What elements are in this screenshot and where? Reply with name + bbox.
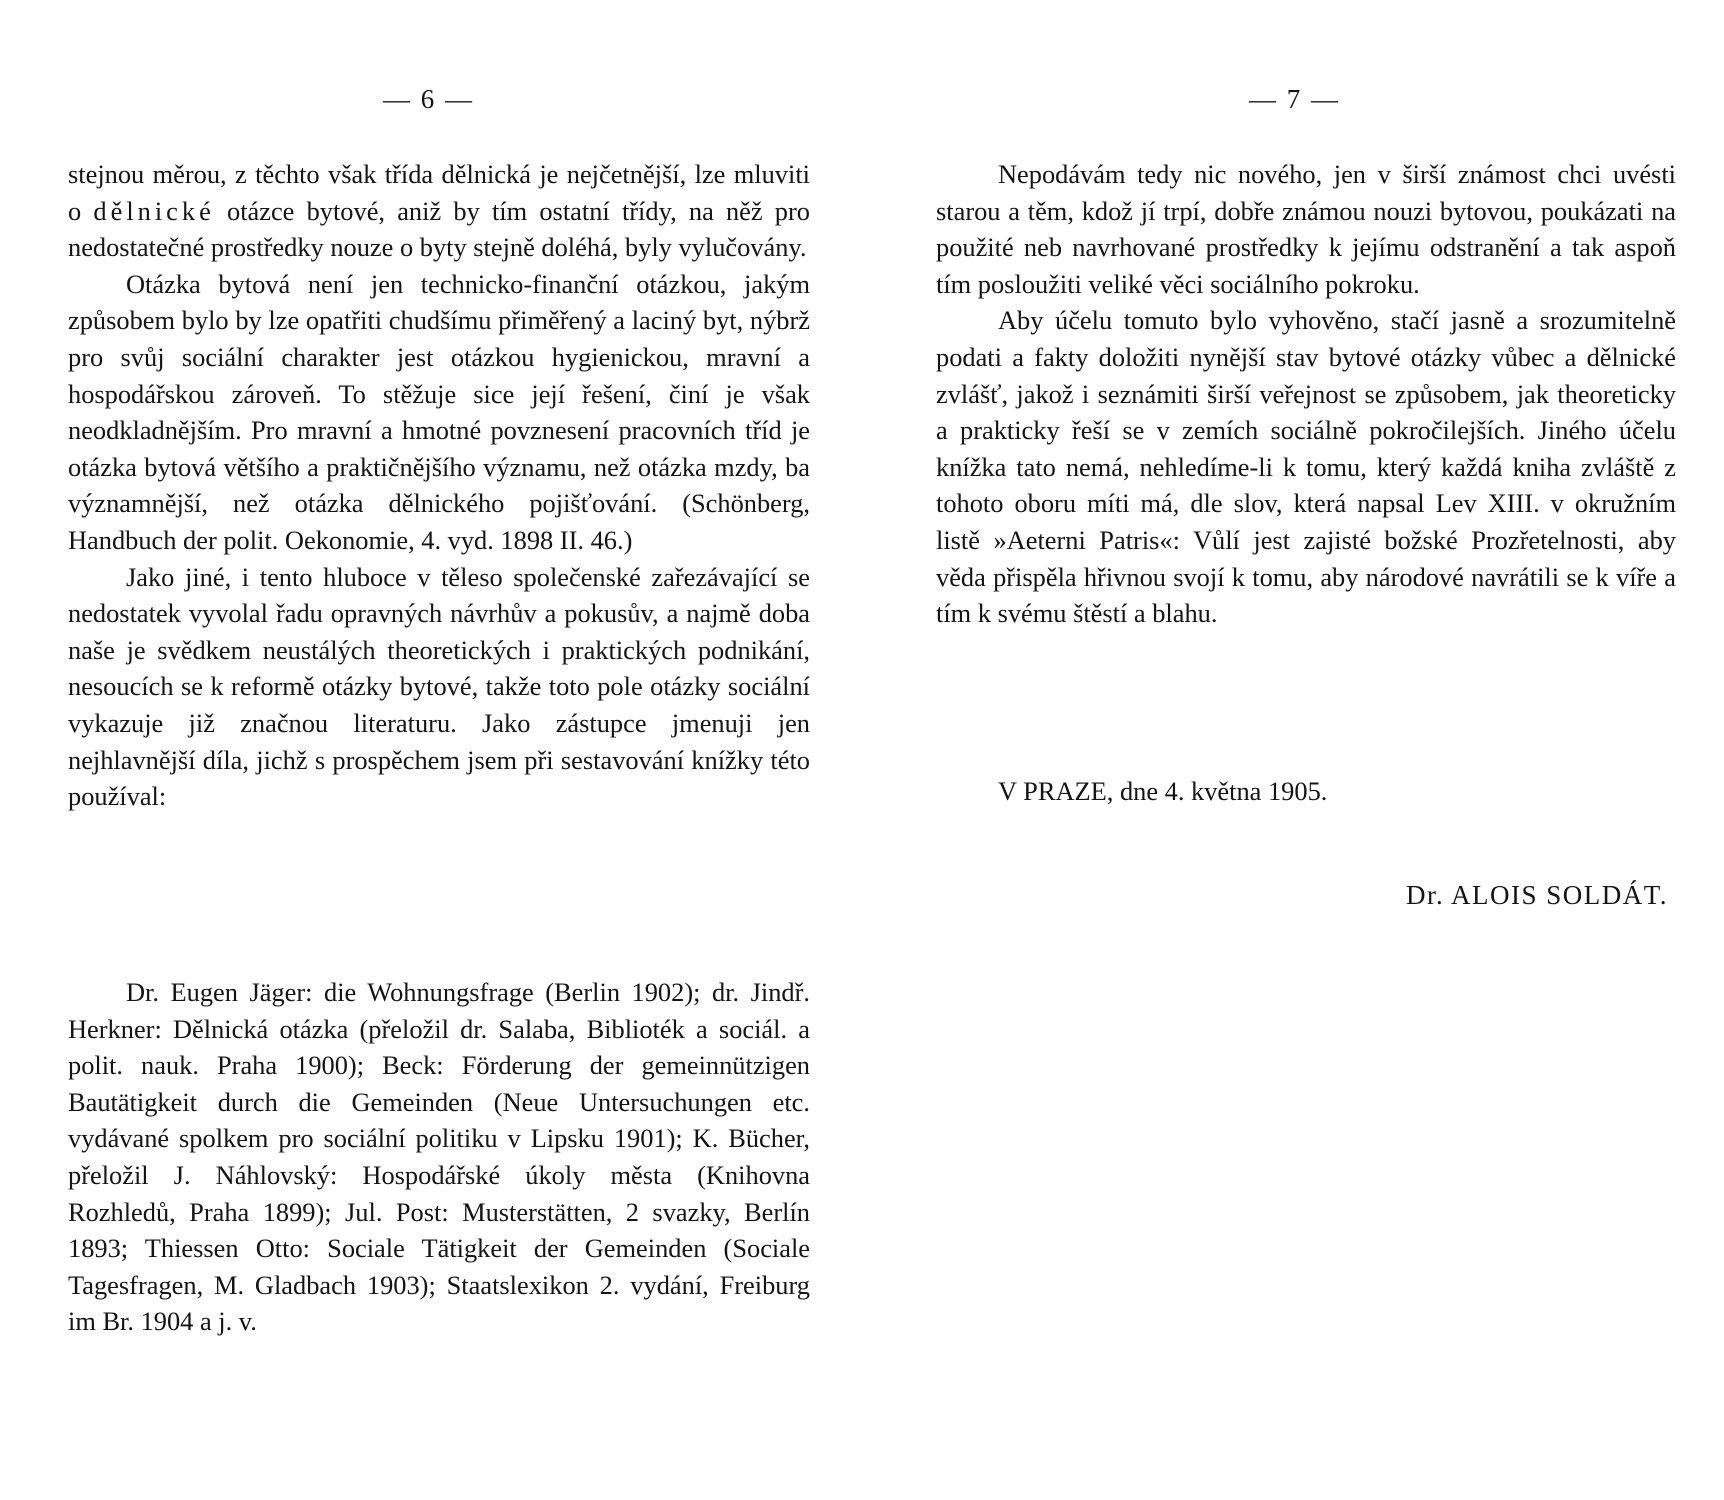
foreword-paragraph-1: Nepodávám tedy nic nového, jen v širší známost chci uvésti starou a těm, kdož jí trpí, dobře známou nouzi bytovou, poukázati na použité neb navrhované prostředky k jejímu odstranění a tak aspoň tím posloužiti veliké věci sociálního pokroku.: [936, 159, 1676, 299]
paragraph-1-part-b: otázce bytové, aniž by tím ostatní třídy, na něž pro nedostatečné prostředky nouze o byty stejně doléhá, byly vylučovány.: [68, 195, 810, 263]
page-number-left: — 6 —: [383, 84, 474, 114]
right-page: [936, 0, 1676, 1500]
paragraph-1: [68, 156, 810, 266]
paragraph-2: Otázka bytová není jen technicko-finanční otázkou, jakým způsobem bylo by lze opatřiti chudšímu přiměřený a laciný byt, nýbrž pro svůj sociální charakter jest otázkou hygienickou, mravní a hospodářskou zároveň. To stěžuje sice její řešení, činí je však neodkladnějším. Pro mravní a hmotné povznesení pracovních tříd je otázka bytová většího a praktičnějšího významu, než otázka mzdy, ba významnější, než otázka dělnického pojišťování. (Schönberg, Handbuch der polit. Oekonomie, 4. vyd. 1898 II. 46.): [68, 268, 810, 555]
foreword-paragraph-2: Aby účelu tomuto bylo vyhověno, stačí jasně a srozumitelně podati a fakty doložiti nynější stav bytové otázky vůbec a dělnické zvlášť, jakož i seznámiti širší veřejnost se způsobem, jak theoreticky a prakticky řeší se v zemích sociálně pokročilejších. Jiného účelu knížka tato nemá, nehledíme-li k tomu, který každá kniha zvláště z tohoto oboru míti má, dle slov, která napsal Lev XIII. v okružním listě »Aeterni Patris«: Vůlí jest zajisté božské Prozřetelnosti, aby věda přispěla hřivnou svojí k tomu, aby národové navrátili se k víře a tím k svému štěstí a blahu.: [936, 305, 1676, 629]
paragraph-1-part-a: stejnou měrou, z těchto však třída dělnická je nejčetnější, lze mluviti o: [68, 159, 810, 226]
left-page: [68, 0, 810, 1500]
author-signature: Dr. ALOIS SOLDÁT.: [1405, 880, 1668, 910]
date-line: V PRAZE, dne 4. května 1905.: [998, 776, 1328, 806]
references-list: [68, 974, 810, 1340]
page-number-right: — 7 —: [1249, 84, 1340, 114]
paragraph-1-emphasis: dělnické: [93, 195, 215, 226]
left-page-body: [68, 156, 810, 815]
references-text: Dr. Eugen Jäger: die Wohnungsfrage (Berlin 1902); dr. Jindř. Herkner: Dělnická otázka (přeložil dr. Salaba, Biblioték a sociál. a polit. nauk. Praha 1900); Beck: Förderung der gemeinnützigen Bautätigkeit durch die Gemeinden (Neue Untersuchungen etc. vydávané spolkem pro sociální politiku v Lipsku 1901); K. Bücher, přeložil J. Náhlovský: Hospodářské úkoly města (Knihovna Rozhledů, Praha 1899); Jul. Post: Musterstätten, 2 svazky, Berlín 1893; Thiessen Otto: Sociale Tätigkeit der Gemeinden (Sociale Tagesfragen, M. Gladbach 1903); Staatslexikon 2. vydání, Freiburg im Br. 1904 a j. v.: [68, 977, 810, 1337]
paragraph-3: Jako jiné, i tento hluboce v těleso společenské zařezávající se nedostatek vyvolal řadu opravných návrhův a pokusův, a najmě doba naše je svědkem neustálých theoretických i praktických podnikání, nesoucích se k reformě otázky bytové, takže toto pole otázky sociální vykazuje již značnou literaturu. Jako zástupce jmenuji jen nejhlavnější díla, jichž s prospěchem jsem při sestavování knížky této používal:: [68, 561, 810, 812]
right-page-body: [936, 156, 1676, 632]
